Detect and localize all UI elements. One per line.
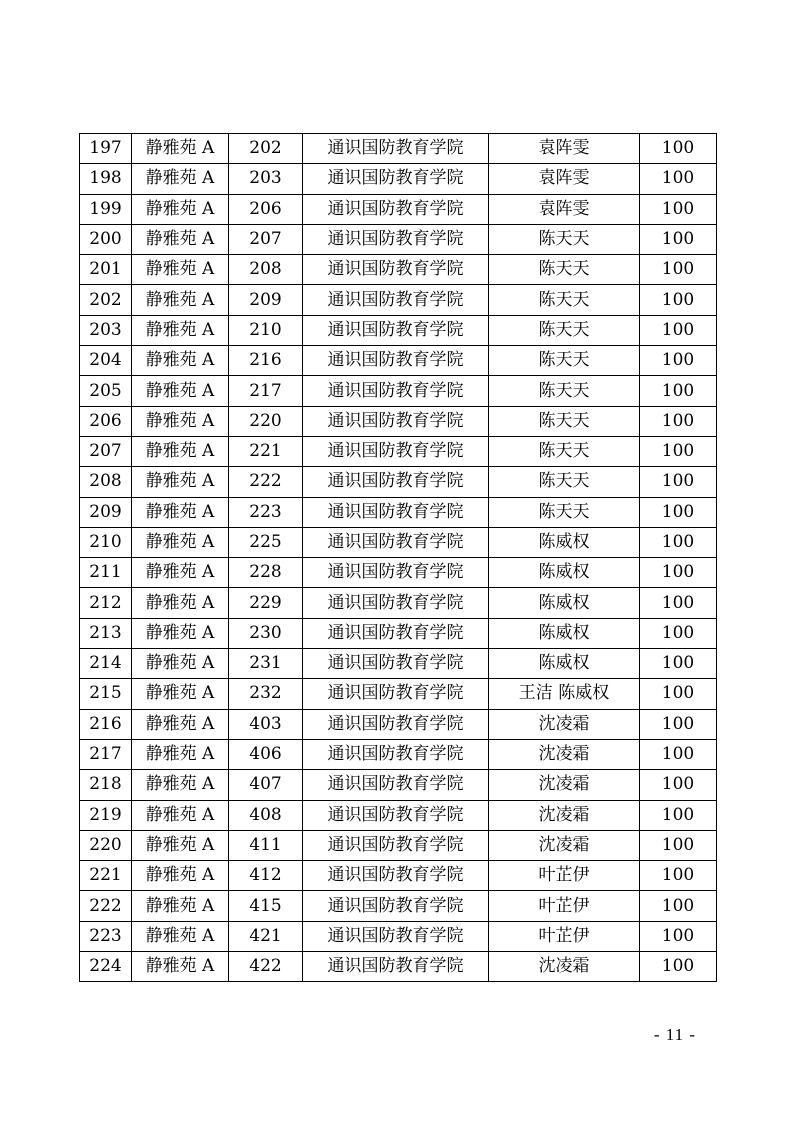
- building-cell: 静雅苑 A: [132, 679, 229, 709]
- college-cell: 通识国防教育学院: [303, 467, 489, 497]
- score-cell: 100: [640, 527, 717, 557]
- table-row: [80, 134, 717, 164]
- row-number-cell: 202: [80, 285, 132, 315]
- score-cell: 100: [640, 406, 717, 436]
- college-cell: 通识国防教育学院: [303, 436, 489, 466]
- college-cell: 通识国防教育学院: [303, 739, 489, 769]
- college-cell: 通识国防教育学院: [303, 315, 489, 345]
- college-cell: 通识国防教育学院: [303, 921, 489, 951]
- college-cell: 通识国防教育学院: [303, 618, 489, 648]
- staff-name-cell: 袁阵雯: [489, 194, 640, 224]
- college-cell: 通识国防教育学院: [303, 406, 489, 436]
- room-cell: 202: [229, 134, 303, 164]
- room-cell: 422: [229, 952, 303, 982]
- score-cell: 100: [640, 921, 717, 951]
- table-row: [80, 618, 717, 648]
- staff-name-cell: 陈威权: [489, 558, 640, 588]
- table-row: [80, 558, 717, 588]
- score-cell: 100: [640, 255, 717, 285]
- building-cell: 静雅苑 A: [132, 952, 229, 982]
- table-row: [80, 164, 717, 194]
- room-cell: 421: [229, 921, 303, 951]
- score-cell: 100: [640, 497, 717, 527]
- college-cell: 通识国防教育学院: [303, 376, 489, 406]
- building-cell: 静雅苑 A: [132, 527, 229, 557]
- room-cell: 207: [229, 224, 303, 254]
- room-cell: 203: [229, 164, 303, 194]
- table-row: [80, 952, 717, 982]
- row-number-cell: 197: [80, 134, 132, 164]
- score-cell: 100: [640, 679, 717, 709]
- score-cell: 100: [640, 770, 717, 800]
- row-number-cell: 222: [80, 891, 132, 921]
- table-row: [80, 527, 717, 557]
- row-number-cell: 200: [80, 224, 132, 254]
- building-cell: 静雅苑 A: [132, 649, 229, 679]
- row-number-cell: 204: [80, 346, 132, 376]
- staff-name-cell: 陈天天: [489, 376, 640, 406]
- room-cell: 217: [229, 376, 303, 406]
- building-cell: 静雅苑 A: [132, 164, 229, 194]
- building-cell: 静雅苑 A: [132, 315, 229, 345]
- college-cell: 通识国防教育学院: [303, 649, 489, 679]
- building-cell: 静雅苑 A: [132, 618, 229, 648]
- room-cell: 231: [229, 649, 303, 679]
- staff-name-cell: 陈天天: [489, 285, 640, 315]
- table-row: [80, 649, 717, 679]
- score-cell: 100: [640, 830, 717, 860]
- table-row: [80, 588, 717, 618]
- room-cell: 216: [229, 346, 303, 376]
- score-cell: 100: [640, 285, 717, 315]
- college-cell: 通识国防教育学院: [303, 709, 489, 739]
- room-cell: 408: [229, 800, 303, 830]
- building-cell: 静雅苑 A: [132, 285, 229, 315]
- room-cell: 206: [229, 194, 303, 224]
- table-row: [80, 679, 717, 709]
- room-cell: 223: [229, 497, 303, 527]
- college-cell: 通识国防教育学院: [303, 830, 489, 860]
- table-row: [80, 376, 717, 406]
- room-cell: 220: [229, 406, 303, 436]
- score-cell: 100: [640, 134, 717, 164]
- score-cell: 100: [640, 346, 717, 376]
- table-body: [80, 134, 717, 982]
- room-cell: 403: [229, 709, 303, 739]
- room-cell: 225: [229, 527, 303, 557]
- row-number-cell: 220: [80, 830, 132, 860]
- staff-name-cell: 陈威权: [489, 588, 640, 618]
- building-cell: 静雅苑 A: [132, 224, 229, 254]
- staff-name-cell: 陈天天: [489, 436, 640, 466]
- building-cell: 静雅苑 A: [132, 588, 229, 618]
- room-cell: 210: [229, 315, 303, 345]
- staff-name-cell: 陈威权: [489, 618, 640, 648]
- college-cell: 通识国防教育学院: [303, 891, 489, 921]
- row-number-cell: 198: [80, 164, 132, 194]
- staff-name-cell: 叶芷伊: [489, 921, 640, 951]
- row-number-cell: 219: [80, 800, 132, 830]
- staff-name-cell: 沈凌霜: [489, 800, 640, 830]
- table-row: [80, 739, 717, 769]
- college-cell: 通识国防教育学院: [303, 952, 489, 982]
- row-number-cell: 217: [80, 739, 132, 769]
- row-number-cell: 208: [80, 467, 132, 497]
- table-row: [80, 436, 717, 466]
- building-cell: 静雅苑 A: [132, 830, 229, 860]
- staff-name-cell: 沈凌霜: [489, 830, 640, 860]
- staff-name-cell: 沈凌霜: [489, 770, 640, 800]
- score-cell: 100: [640, 588, 717, 618]
- building-cell: 静雅苑 A: [132, 467, 229, 497]
- room-cell: 208: [229, 255, 303, 285]
- table-row: [80, 346, 717, 376]
- college-cell: 通识国防教育学院: [303, 800, 489, 830]
- row-number-cell: 223: [80, 921, 132, 951]
- college-cell: 通识国防教育学院: [303, 588, 489, 618]
- staff-name-cell: 陈威权: [489, 649, 640, 679]
- room-cell: 229: [229, 588, 303, 618]
- dormitory-score-table-wrapper: [79, 133, 716, 982]
- score-cell: 100: [640, 467, 717, 497]
- table-row: [80, 255, 717, 285]
- building-cell: 静雅苑 A: [132, 770, 229, 800]
- building-cell: 静雅苑 A: [132, 739, 229, 769]
- score-cell: 100: [640, 861, 717, 891]
- college-cell: 通识国防教育学院: [303, 134, 489, 164]
- room-cell: 232: [229, 679, 303, 709]
- row-number-cell: 210: [80, 527, 132, 557]
- building-cell: 静雅苑 A: [132, 346, 229, 376]
- score-cell: 100: [640, 891, 717, 921]
- score-cell: 100: [640, 558, 717, 588]
- score-cell: 100: [640, 800, 717, 830]
- score-cell: 100: [640, 194, 717, 224]
- staff-name-cell: 陈天天: [489, 315, 640, 345]
- room-cell: 230: [229, 618, 303, 648]
- score-cell: 100: [640, 224, 717, 254]
- college-cell: 通识国防教育学院: [303, 224, 489, 254]
- building-cell: 静雅苑 A: [132, 891, 229, 921]
- dormitory-score-table: [79, 133, 717, 982]
- table-row: [80, 830, 717, 860]
- row-number-cell: 216: [80, 709, 132, 739]
- staff-name-cell: 陈天天: [489, 255, 640, 285]
- college-cell: 通识国防教育学院: [303, 285, 489, 315]
- score-cell: 100: [640, 709, 717, 739]
- row-number-cell: 207: [80, 436, 132, 466]
- college-cell: 通识国防教育学院: [303, 164, 489, 194]
- row-number-cell: 213: [80, 618, 132, 648]
- table-row: [80, 406, 717, 436]
- room-cell: 221: [229, 436, 303, 466]
- staff-name-cell: 沈凌霜: [489, 952, 640, 982]
- staff-name-cell: 陈威权: [489, 527, 640, 557]
- table-row: [80, 921, 717, 951]
- room-cell: 411: [229, 830, 303, 860]
- college-cell: 通识国防教育学院: [303, 255, 489, 285]
- building-cell: 静雅苑 A: [132, 921, 229, 951]
- staff-name-cell: 沈凌霜: [489, 739, 640, 769]
- room-cell: 415: [229, 891, 303, 921]
- table-row: [80, 709, 717, 739]
- staff-name-cell: 陈天天: [489, 224, 640, 254]
- building-cell: 静雅苑 A: [132, 497, 229, 527]
- building-cell: 静雅苑 A: [132, 709, 229, 739]
- building-cell: 静雅苑 A: [132, 861, 229, 891]
- college-cell: 通识国防教育学院: [303, 770, 489, 800]
- staff-name-cell: 王洁 陈威权: [489, 679, 640, 709]
- college-cell: 通识国防教育学院: [303, 679, 489, 709]
- college-cell: 通识国防教育学院: [303, 497, 489, 527]
- staff-name-cell: 陈天天: [489, 497, 640, 527]
- score-cell: 100: [640, 436, 717, 466]
- staff-name-cell: 沈凌霜: [489, 709, 640, 739]
- score-cell: 100: [640, 739, 717, 769]
- row-number-cell: 214: [80, 649, 132, 679]
- score-cell: 100: [640, 315, 717, 345]
- building-cell: 静雅苑 A: [132, 436, 229, 466]
- row-number-cell: 224: [80, 952, 132, 982]
- building-cell: 静雅苑 A: [132, 376, 229, 406]
- row-number-cell: 199: [80, 194, 132, 224]
- row-number-cell: 218: [80, 770, 132, 800]
- staff-name-cell: 陈天天: [489, 467, 640, 497]
- row-number-cell: 206: [80, 406, 132, 436]
- page-number: - 11 -: [653, 1025, 697, 1044]
- room-cell: 222: [229, 467, 303, 497]
- college-cell: 通识国防教育学院: [303, 194, 489, 224]
- table-row: [80, 224, 717, 254]
- staff-name-cell: 叶芷伊: [489, 891, 640, 921]
- staff-name-cell: 叶芷伊: [489, 861, 640, 891]
- row-number-cell: 201: [80, 255, 132, 285]
- row-number-cell: 215: [80, 679, 132, 709]
- building-cell: 静雅苑 A: [132, 558, 229, 588]
- table-row: [80, 891, 717, 921]
- score-cell: 100: [640, 376, 717, 406]
- room-cell: 412: [229, 861, 303, 891]
- row-number-cell: 212: [80, 588, 132, 618]
- table-row: [80, 467, 717, 497]
- table-row: [80, 800, 717, 830]
- room-cell: 209: [229, 285, 303, 315]
- row-number-cell: 221: [80, 861, 132, 891]
- staff-name-cell: 袁阵雯: [489, 164, 640, 194]
- college-cell: 通识国防教育学院: [303, 527, 489, 557]
- table-row: [80, 285, 717, 315]
- row-number-cell: 209: [80, 497, 132, 527]
- score-cell: 100: [640, 649, 717, 679]
- building-cell: 静雅苑 A: [132, 406, 229, 436]
- table-row: [80, 315, 717, 345]
- score-cell: 100: [640, 952, 717, 982]
- table-row: [80, 497, 717, 527]
- row-number-cell: 211: [80, 558, 132, 588]
- room-cell: 406: [229, 739, 303, 769]
- college-cell: 通识国防教育学院: [303, 861, 489, 891]
- room-cell: 228: [229, 558, 303, 588]
- building-cell: 静雅苑 A: [132, 134, 229, 164]
- table-row: [80, 861, 717, 891]
- table-row: [80, 194, 717, 224]
- staff-name-cell: 袁阵雯: [489, 134, 640, 164]
- row-number-cell: 203: [80, 315, 132, 345]
- score-cell: 100: [640, 618, 717, 648]
- row-number-cell: 205: [80, 376, 132, 406]
- college-cell: 通识国防教育学院: [303, 346, 489, 376]
- staff-name-cell: 陈天天: [489, 406, 640, 436]
- room-cell: 407: [229, 770, 303, 800]
- score-cell: 100: [640, 164, 717, 194]
- staff-name-cell: 陈天天: [489, 346, 640, 376]
- building-cell: 静雅苑 A: [132, 800, 229, 830]
- building-cell: 静雅苑 A: [132, 255, 229, 285]
- table-row: [80, 770, 717, 800]
- college-cell: 通识国防教育学院: [303, 558, 489, 588]
- building-cell: 静雅苑 A: [132, 194, 229, 224]
